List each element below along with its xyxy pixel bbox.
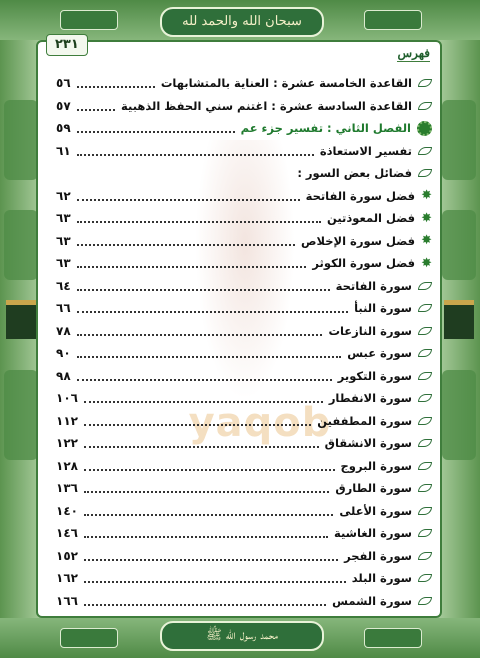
leaf-bullet-icon — [418, 529, 432, 537]
calligraphy-ornament — [4, 100, 38, 180]
leaf-bullet-icon — [418, 349, 432, 357]
toc-entry-page: ١٦٦ — [56, 593, 78, 608]
toc-entry[interactable] — [56, 545, 432, 568]
dot-leader — [77, 213, 321, 223]
toc-entry-page: ٥٦ — [56, 76, 71, 91]
dot-leader — [84, 461, 335, 471]
toc-entry-title: سورة التكوير — [337, 368, 412, 383]
toc-entry[interactable] — [56, 567, 432, 590]
calligraphy-ornament — [4, 210, 38, 280]
leaf-bullet-icon — [418, 394, 432, 402]
dot-leader — [77, 146, 314, 156]
toc-entry[interactable] — [56, 320, 432, 343]
toc-entry-page: ١٢٨ — [56, 458, 78, 473]
toc-entry-title: الفصل الثاني : تفسير جزء عم — [240, 121, 411, 136]
toc-entry[interactable] — [56, 522, 432, 545]
toc-entry-page: ٩٨ — [56, 368, 71, 383]
toc-entry-title: سورة الفجر — [344, 548, 412, 563]
leaf-bullet-icon — [418, 169, 432, 177]
toc-entry[interactable] — [56, 95, 432, 118]
star-bullet-icon: ✸ — [421, 255, 432, 271]
toc-entry-page: ٦٦ — [56, 301, 71, 316]
toc-entry-title: تفسير الاستعاذة — [319, 143, 412, 158]
toc-entry-page: ١٣٦ — [56, 481, 78, 496]
toc-entry-title: القاعدة الخامسة عشرة : العناية بالمتشابهات — [160, 76, 412, 91]
toc-entry[interactable] — [56, 207, 432, 230]
leaf-bullet-icon — [418, 484, 432, 492]
toc-entry[interactable] — [56, 387, 432, 410]
quran-book-icon — [60, 10, 118, 30]
leaf-bullet-icon — [418, 439, 432, 447]
toc-entry-page: ٩٠ — [56, 346, 71, 361]
toc-entry[interactable] — [56, 477, 432, 500]
dot-leader — [84, 596, 326, 606]
toc-entry-title: سورة الطارق — [335, 481, 412, 496]
leaf-bullet-icon — [418, 574, 432, 582]
dot-leader — [77, 281, 330, 291]
calligraphy-ornament — [442, 100, 476, 180]
leaf-bullet-icon — [418, 79, 432, 87]
toc-entry-title: سورة الغاشية — [334, 526, 412, 541]
toc-entry[interactable] — [56, 432, 432, 455]
dot-leader — [84, 551, 338, 561]
toc-entry-title: سورة المطففين — [317, 413, 412, 428]
dot-leader — [77, 371, 332, 381]
toc-entry-title: سورة النازعات — [328, 323, 412, 338]
leaf-bullet-icon — [418, 462, 432, 470]
toc-entry-title: سورة الفاتحة — [335, 278, 412, 293]
toc-entry-page: ١٤٠ — [56, 503, 78, 518]
dot-leader — [77, 236, 295, 246]
toc-entry-title: سورة البروج — [340, 458, 412, 473]
quran-book-icon — [364, 10, 422, 30]
dot-leader — [77, 191, 300, 201]
toc-entry-title: سورة الأعلى — [339, 503, 412, 518]
toc-entry[interactable] — [56, 252, 432, 275]
toc-entry-title: سورة الانفطار — [328, 391, 412, 406]
toc-entry-title: القاعدة السادسة عشرة : اغتنم سني الحفظ الذهبية — [121, 98, 412, 113]
dot-leader — [84, 393, 323, 403]
leaf-bullet-icon — [418, 282, 432, 290]
toc-entry-title: فضل سورة الإخلاص — [301, 233, 416, 248]
toc-entry-page: ١١٢ — [56, 413, 78, 428]
page-header — [36, 37, 442, 68]
toc-entry-page: ١٠٦ — [56, 391, 78, 406]
bottom-calligraphy-banner: محمد رسول الله ﷺ — [160, 621, 324, 651]
leaf-bullet-icon — [418, 327, 432, 335]
toc-entry-title: سورة الانشقاق — [324, 436, 412, 451]
toc-entry-page: ٦٢ — [56, 188, 71, 203]
dot-leader — [84, 483, 329, 493]
quran-book-icon — [364, 628, 422, 648]
toc-entry-page: ٥٩ — [56, 121, 71, 136]
toc-entry[interactable] — [56, 455, 432, 478]
toc-entry[interactable] — [56, 365, 432, 388]
toc-entry-page: ٦٣ — [56, 211, 71, 226]
leaf-bullet-icon — [418, 552, 432, 560]
toc-entry[interactable] — [56, 275, 432, 298]
toc-entry[interactable] — [56, 162, 432, 185]
dot-leader — [77, 326, 323, 336]
leaf-bullet-icon — [418, 147, 432, 155]
star-bullet-icon: ✸ — [421, 210, 432, 226]
top-calligraphy-banner: سبحان الله والحمد لله — [160, 7, 324, 37]
dot-leader — [77, 78, 155, 88]
dot-leader — [77, 348, 342, 358]
toc-entry-page: ١٤٦ — [56, 526, 78, 541]
toc-entry-page: ١٢٢ — [56, 436, 78, 451]
toc-entry[interactable] — [56, 590, 432, 613]
toc-entry[interactable] — [56, 342, 432, 365]
table-of-contents — [56, 72, 432, 612]
toc-entry-page: ٦٣ — [56, 233, 71, 248]
dot-leader — [84, 528, 328, 538]
calligraphy-ornament — [442, 370, 476, 460]
calligraphy-ornament — [4, 370, 38, 460]
toc-entry[interactable] — [56, 72, 432, 95]
toc-entry-title: فضل سورة الكوثر — [312, 256, 416, 271]
toc-entry[interactable] — [56, 140, 432, 163]
sun-bullet-icon — [417, 121, 432, 136]
calligraphy-ornament — [442, 210, 476, 280]
toc-entry-title: سورة الشمس — [332, 593, 412, 608]
page-number: ٢٣١ — [46, 34, 88, 56]
toc-entry-title: فضائل بعض السور : — [297, 166, 412, 181]
leaf-bullet-icon — [418, 597, 432, 605]
site-watermark: yaqob — [188, 400, 332, 446]
dot-leader — [77, 303, 348, 313]
toc-entry-page: ٦٣ — [56, 256, 71, 271]
toc-entry-title: فضل المعوذتين — [327, 211, 416, 226]
dot-leader — [77, 258, 307, 268]
leaf-bullet-icon — [418, 372, 432, 380]
toc-entry[interactable] — [56, 500, 432, 523]
dot-leader — [84, 416, 311, 426]
dot-leader — [84, 438, 319, 448]
toc-entry-page: ١٦٢ — [56, 571, 78, 586]
toc-entry-page: ٧٨ — [56, 323, 71, 338]
dot-leader — [84, 573, 346, 583]
toc-entry-title: فضل سورة الفاتحة — [305, 188, 416, 203]
toc-entry-page: ٥٧ — [56, 98, 71, 113]
star-bullet-icon: ✸ — [421, 233, 432, 249]
toc-entry[interactable] — [56, 297, 432, 320]
toc-entry-page: ١٥٢ — [56, 548, 78, 563]
dot-leader — [84, 506, 333, 516]
leaf-bullet-icon — [418, 417, 432, 425]
leaf-bullet-icon — [418, 102, 432, 110]
section-title: فهرس — [397, 46, 430, 60]
star-bullet-icon: ✸ — [421, 188, 432, 204]
toc-entry-title: سورة النبأ — [354, 301, 412, 316]
toc-entry-title: سورة البلد — [351, 571, 412, 586]
kaaba-icon — [444, 300, 474, 339]
kaaba-icon — [6, 300, 36, 339]
toc-entry[interactable] — [56, 230, 432, 253]
leaf-bullet-icon — [418, 304, 432, 312]
dot-leader — [77, 123, 235, 133]
toc-entry-title: سورة عبس — [347, 346, 412, 361]
leaf-bullet-icon — [418, 507, 432, 515]
toc-entry[interactable] — [56, 410, 432, 433]
quran-book-icon — [60, 628, 118, 648]
toc-entry-page: ٦٤ — [56, 278, 71, 293]
toc-entry-page: ٦١ — [56, 143, 71, 158]
toc-entry[interactable] — [56, 117, 432, 140]
dot-leader — [77, 101, 115, 111]
toc-entry[interactable] — [56, 185, 432, 208]
